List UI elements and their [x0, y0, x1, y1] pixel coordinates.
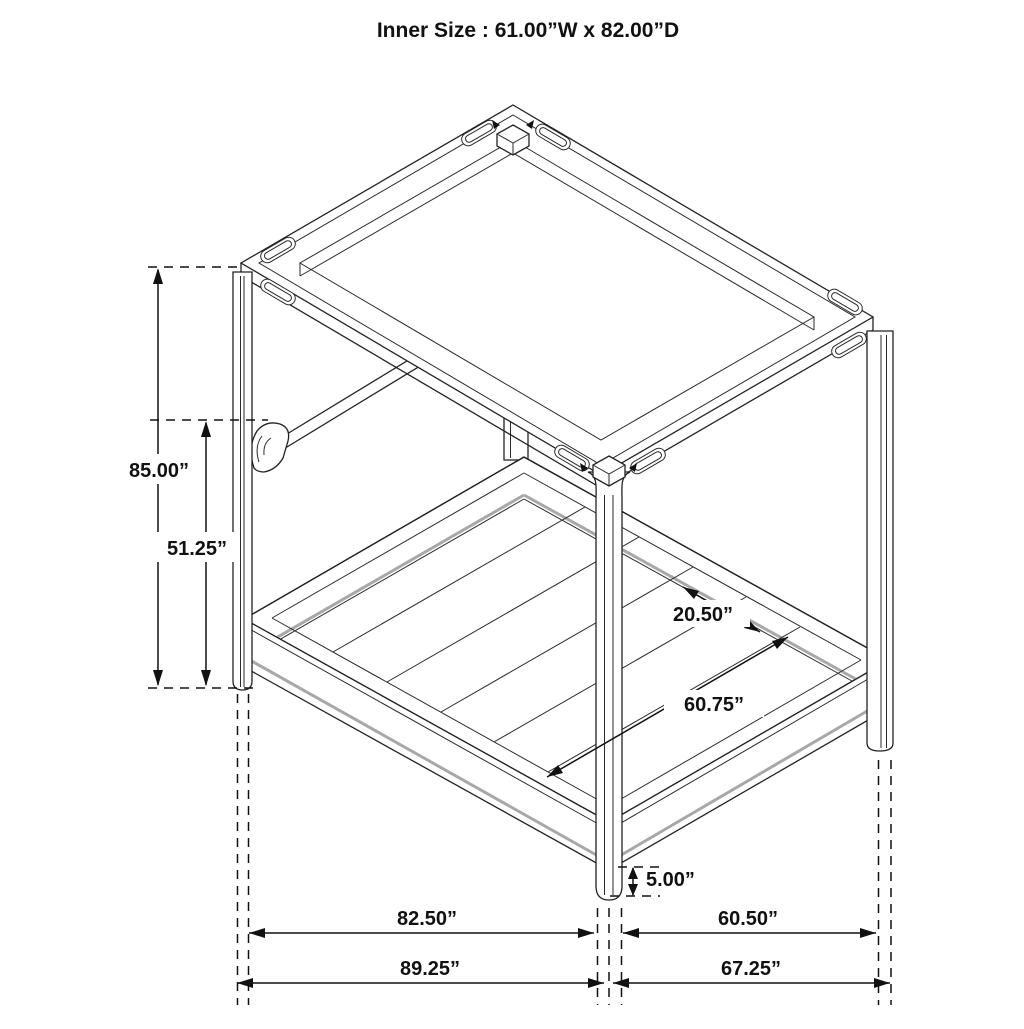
dim-side-span-overall [237, 958, 604, 988]
dim-label-slat-spacing: 20.50” [672, 604, 734, 626]
canopy-top-face [241, 105, 873, 475]
dim-overall-height [116, 268, 202, 686]
dim-label-platform-inner-depth: 60.75” [683, 694, 745, 716]
dim-label-front-span-inner: 60.50” [717, 908, 779, 930]
dim-base-clearance [628, 867, 695, 896]
dim-label-support-bar-height: 51.25” [166, 538, 228, 560]
canopy-frame [241, 105, 873, 488]
support-bar-bracket-left [251, 423, 289, 472]
diagram-title: Inner Size : 61.00”W x 82.00”D [376, 19, 680, 42]
dim-front-span-overall [613, 958, 890, 988]
dim-label-base-clearance: 5.00” [646, 869, 695, 891]
dim-label-front-span-overall: 67.25” [720, 958, 782, 980]
bed-platform [244, 457, 889, 870]
dim-side-span-inner [249, 908, 594, 938]
dim-label-side-span-inner: 82.50” [396, 908, 458, 930]
dim-label-side-span-overall: 89.25” [399, 958, 461, 980]
dim-label-overall-height: 85.00” [128, 460, 190, 482]
right-leg [867, 331, 893, 751]
left-leg [233, 272, 252, 690]
dim-front-span-inner [623, 908, 876, 938]
